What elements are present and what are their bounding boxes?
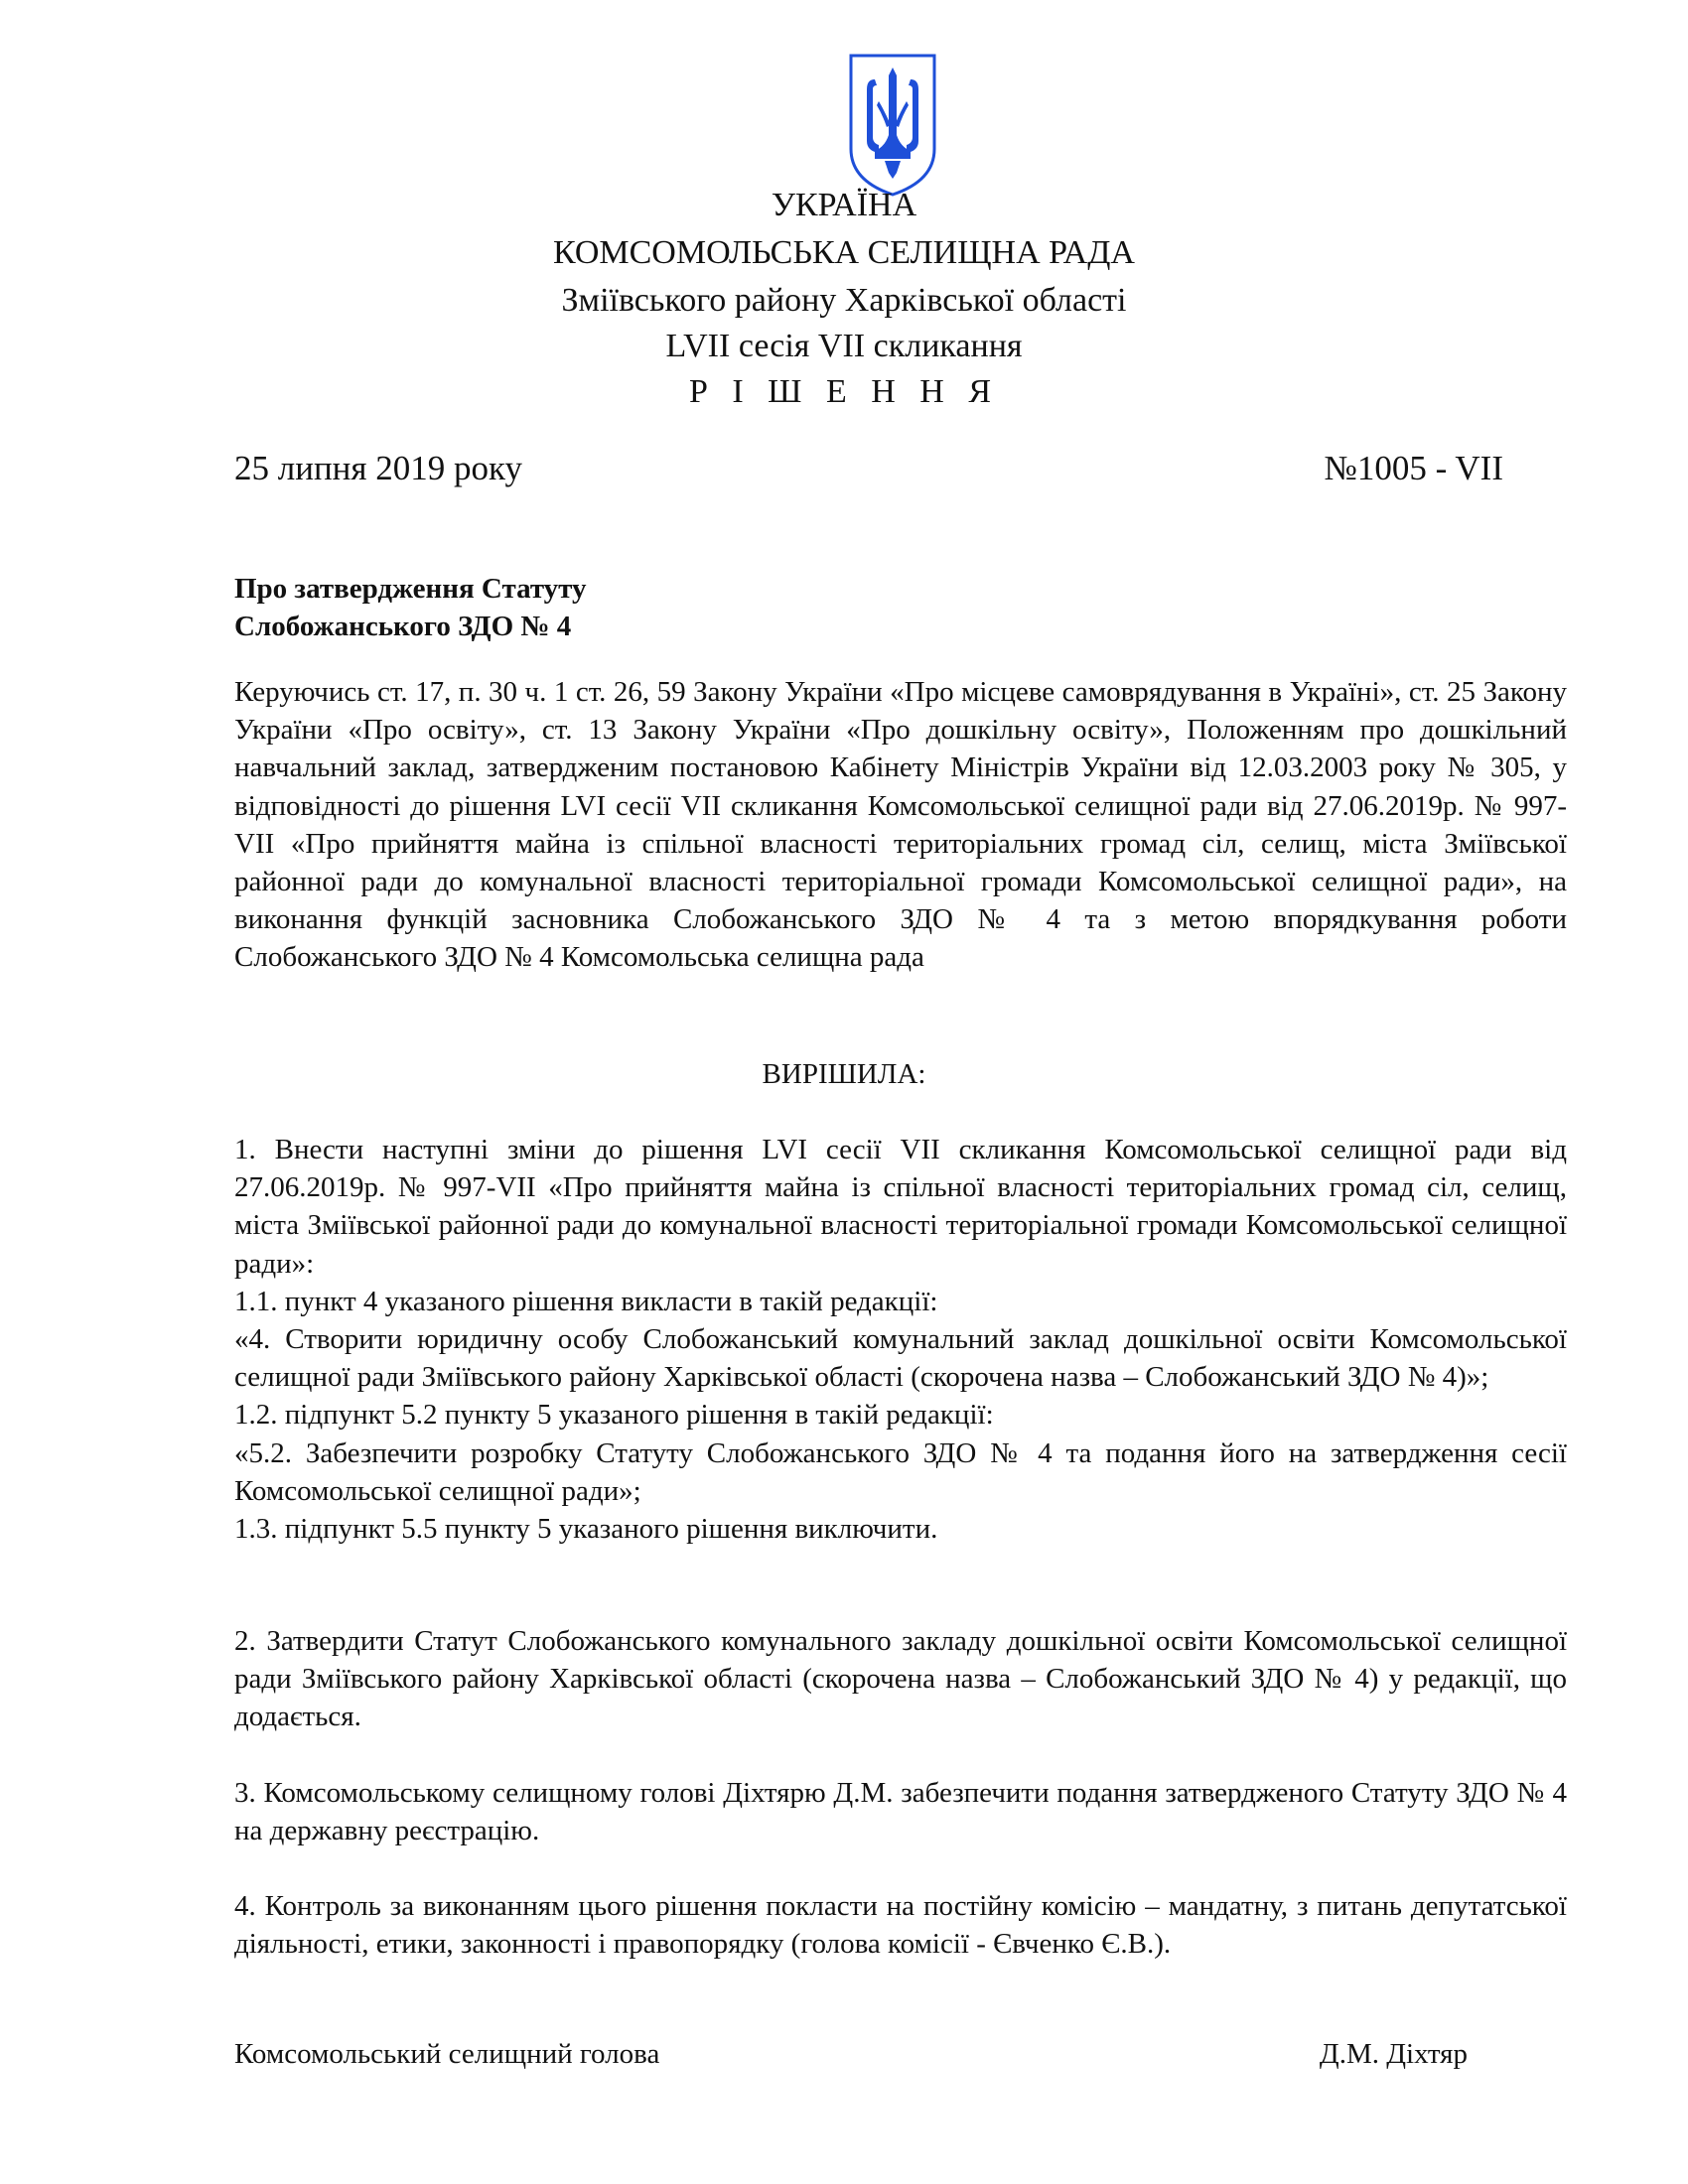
header-country: УКРАЇНА — [771, 187, 917, 223]
header-district: Зміївського району Харківської області — [561, 282, 1127, 319]
item-4: 4. Контроль за виконанням цього рішення покласти на постійну комісію – мандатну, з питань депутатської діяльності, етики, законності і правопорядку (голова комісії - Євченко Є.В.). — [234, 1890, 1567, 1961]
ukraine-coat-of-arms-icon — [845, 50, 940, 199]
subject-line-2: Слобожанського ЗДО № 4 — [234, 611, 572, 642]
item-3: 3. Комсомольському селищному голові Діхтярю Д.М. забезпечити подання затвердженого Статуту ЗДО № 4 на державну реєстрацію. — [234, 1777, 1567, 1847]
document-type-title: Р І Ш Е Н Н Я — [688, 373, 1000, 410]
decision-number: №1005 - VII — [1324, 449, 1503, 487]
header-council: КОМСОМОЛЬСЬКА СЕЛИЩНА РАДА — [553, 234, 1135, 271]
item-1: 1. Внести наступні зміни до рішення LVI сесії VII скликання Комсомольської селищної ради від 27.06.2019р. № 997-VII «Про прийняття майна із спільної власності територіальних громад сіл, селищ, міста Зміївської районної ради до комунальної власності територіальної громади Комсомольської селищної ради»: — [234, 1134, 1567, 1280]
item-1-3: 1.3. підпункт 5.5 пункту 5 указаного рішення виключити. — [234, 1513, 938, 1546]
header-session: LVII сесія VII скликання — [665, 328, 1023, 364]
signatory-role: Комсомольський селищний голова — [234, 2038, 660, 2070]
item-1-2: 1.2. підпункт 5.2 пункту 5 указаного рішення в такій редакції: — [234, 1399, 994, 1432]
item-1-2-text: «5.2. Забезпечити розробку Статуту Слобожанського ЗДО № 4 та подання його на затвердження сесії Комсомольської селищної ради»; — [234, 1436, 1567, 1507]
resolved-heading: ВИРІШИЛА: — [762, 1058, 926, 1090]
item-1-1-text: «4. Створити юридичну особу Слобожанський комунальний заклад дошкільної освіти Комсомольської селищної ради Зміївського району Харківської області (скорочена назва – Слобожанський ЗДО № 4)»; — [234, 1323, 1567, 1394]
decision-subject — [234, 570, 587, 645]
item-1-1: 1.1. пункт 4 указаного рішення викласти в такій редакції: — [234, 1285, 938, 1317]
preamble-paragraph: Керуючись ст. 17, п. 30 ч. 1 ст. 26, 59 Закону України «Про місцеве самоврядування в Україні», ст. 25 Закону України «Про освіту», ст. 13 Закону України «Про дошкільну освіту», Положенням про дошкільний навчальний заклад, затвердженим постановою Кабінету Міністрів України від 12.03.2003 року № 305, у відповідності до рішення LVI сесії VII скликання Комсомольської селищної ради від 27.06.2019р. № 997-VII «Про прийняття майна із спільної власності територіальних громад сіл, селищ, міста Зміївської районної ради до комунальної власності територіальної громади Комсомольської селищної ради», на виконання функцій засновника Слобожанського ЗДО № 4 та з метою впорядкування роботи Слобожанського ЗДО № 4 Комсомольська селищна рада — [234, 676, 1567, 974]
subject-line-1: Про затвердження Статуту — [234, 573, 587, 605]
item-1-block — [234, 1131, 1567, 1548]
item-2: 2. Затвердити Статут Слобожанського комунального закладу дошкільної освіти Комсомольської селищної ради Зміївського району Харківської області (скорочена назва – Слобожанський ЗДО № 4) у редакції, що додається. — [234, 1625, 1567, 1733]
signatory-name: Д.М. Діхтяр — [1319, 2038, 1468, 2070]
decision-date: 25 липня 2019 року — [234, 449, 523, 487]
